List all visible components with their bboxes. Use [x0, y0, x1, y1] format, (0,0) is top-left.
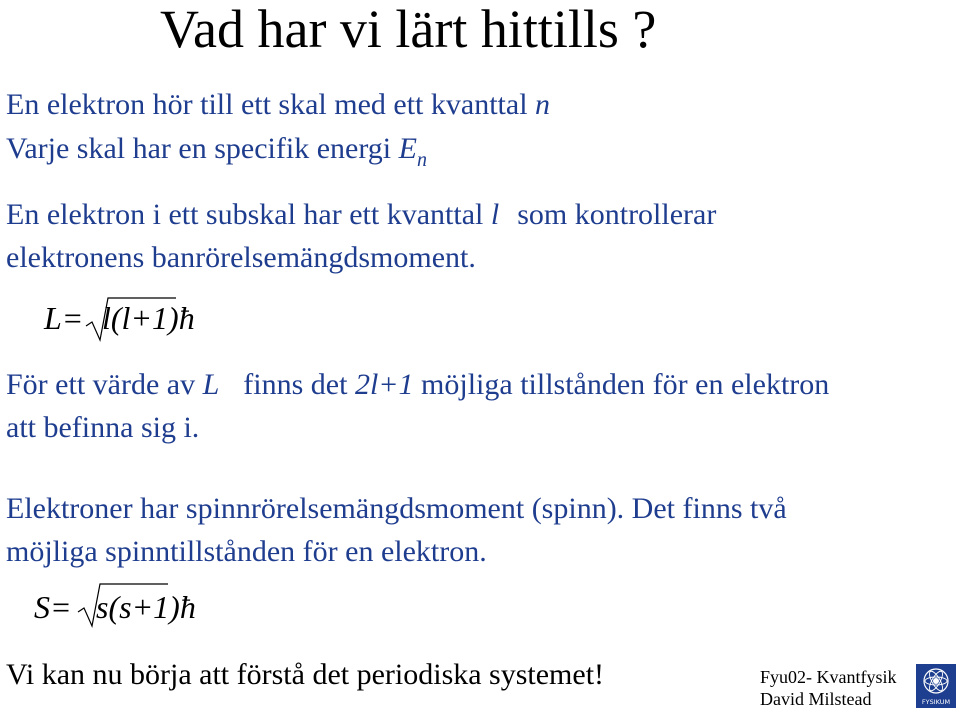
equation-S-rhs [96, 591, 196, 623]
hbar-symbol: ħ [179, 589, 196, 625]
shell-energy-line: Varje skal har en specifik energi $E_n$ [6, 132, 427, 171]
states-line-2: att befinna sig i. [6, 411, 200, 444]
closing-line: Vi kan nu börja att förstå det periodiska systemet! [6, 658, 605, 691]
equation-S-lhs: S [34, 589, 50, 625]
equation-L-radicand: l(l+1) [102, 300, 179, 336]
equation-S-radicand: s(s+1) [96, 589, 180, 625]
subshell-line-2: elektronens banrörelsemängdsmoment. [6, 241, 476, 274]
equation-L-lhs: L [44, 300, 62, 336]
equation-L-rhs [102, 302, 195, 334]
slide-title: Vad har vi lärt hittills ? [160, 0, 657, 59]
shell-quantum-number-line: En elektron hör till ett skal med ett kvanttal n [6, 88, 551, 121]
equation-L [44, 302, 82, 334]
hbar-symbol: ħ [178, 300, 195, 336]
equation-S [34, 591, 70, 623]
states-line-1: För ett värde av L finns det 2l+1 möjliga tillstånden för en elektron [6, 368, 830, 401]
logo-text: FYSIKUM [921, 698, 951, 706]
footer-author: David Milstead [760, 689, 872, 709]
footer-course: Fyu02- Kvantfysik [760, 667, 897, 687]
fysikum-logo [916, 664, 956, 708]
equation-S-equals: = [52, 589, 71, 625]
subshell-line-1: En elektron i ett subskal har ett kvanttal l som kontrollerar [6, 198, 717, 231]
spin-line-1: Elektroner har spinnrörelsemängdsmoment (spinn). Det finns två [6, 492, 787, 525]
equation-L-equals: = [63, 300, 82, 336]
spin-line-2: möjliga spinntillstånden för en elektron. [6, 535, 487, 568]
